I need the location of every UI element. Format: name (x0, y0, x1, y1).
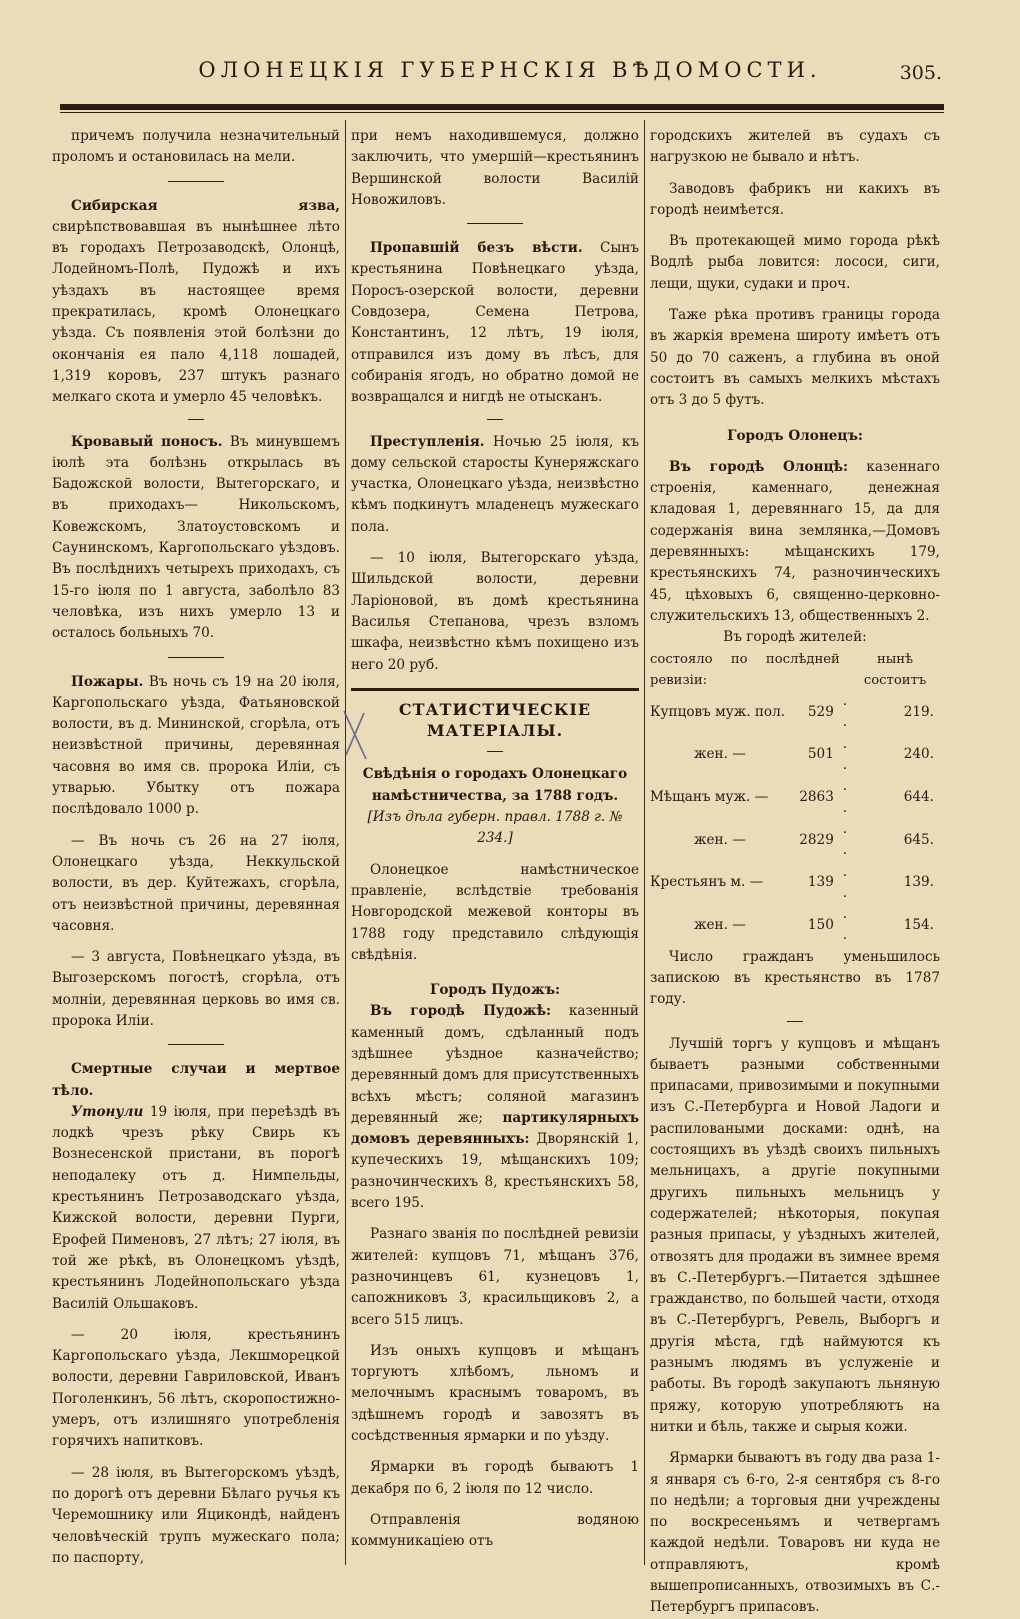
article-heading: Въ городѣ Олонцѣ: (669, 458, 849, 475)
separator (188, 419, 204, 420)
paragraph: Ярмарки въ городѣ бываютъ 1 декабря по 6, 2 іюля по 12 число. (351, 1459, 639, 1497)
paragraph: — Въ ночь съ 26 на 27 іюля, Олонецкаго уѣзда, Неккульской волости, въ дер. Куйтежахъ, сгорѣла, отъ неизвѣстной причины, деревянная часовня. (52, 832, 340, 934)
table-header-cell: нынѣ состоитъ (863, 651, 927, 688)
paragraph: Въ протекающей мимо города рѣкѣ Водлѣ рыба ловится: лососи, сиги, лещи, щуки, судаки и проч. (650, 233, 940, 292)
paragraph: при немъ находившемуся, должно заключить, что умершій—крестьянинъ Вершинской волости Василій Новожиловъ. (351, 128, 639, 208)
header-rule-thin (60, 112, 944, 113)
paragraph: Лучшій торгъ у купцовъ и мѣщанъ бываетъ разными собственными припасами, привозимыми и покупными изъ С.-Петербурга и Новой Ладоги и распиловаными досками: однѣ, на состоящихъ въ уѣздѣ своихъ пильныхъ мельницахъ, а другіе покупными другихъ пильныхъ мельницъ у содержателей; нѣкоторыя, покупая разныя припасы, у уѣздныхъ жителей, отвозятъ для продажи въ зимнее время въ С.-Петербургъ.—Питается здѣшнее гражданство, по большей части, отходя въ С.-Петербургъ, Ревель, Выборгъ и другія мѣста, гдѣ наймуются къ разнымъ людямъ въ услуженіе и работы. Въ городѣ закупаютъ льняную пряжу, которую употребляютъ на нитки и бѣль, также и сырыя кожи. (650, 1035, 940, 1435)
table-header-cell: состояло по послѣдней ревизіи: (650, 651, 840, 688)
paragraph: городскихъ жителей въ судахъ съ нагрузкою не бывало и нѣтъ. (650, 128, 940, 166)
table-row (650, 691, 940, 734)
table-row (650, 776, 940, 819)
paragraph: Число гражданъ уменьшилось запискою въ крестьянство въ 1787 году. (650, 948, 940, 1008)
paragraph (52, 196, 340, 409)
article-heading: Въ городѣ Пудожѣ: (370, 1003, 552, 1020)
paragraph (351, 1001, 639, 1214)
city-heading: Городъ Олонецъ: (727, 427, 863, 444)
table-cell: Мѣщанъ муж. — (650, 788, 769, 805)
table-cell: жен. — (694, 746, 746, 763)
article-text: 19 іюля, при переѣздѣ въ лодкѣ чрезъ рѣку Свирь къ Вознесенской пристани, въ порогѣ неподалеку отъ д. Нимпельды, крестьянинъ Петрозаводскаго уѣзда, Кижской волости, деревни Пурги, Ерофей Пименовъ, 27 лѣтъ; 27 іюля, въ той же рѣкѣ, въ Олонецкомъ уѣздѣ, крестьянинъ Лодейнопольскаго уѣзда Василій Ольшаковъ. (52, 1103, 340, 1312)
article-heading: Кровавый поносъ. (71, 433, 223, 450)
paragraph (52, 432, 340, 645)
source-reference: [Изъ дѣла губерн. правл. 1788 г. № 234.] (367, 809, 623, 847)
table-cell: Крестьянъ м. — (650, 874, 764, 891)
table-cell: . . (842, 778, 848, 816)
paragraph: Разнаго званія по послѣдней ревизіи жителей: купцовъ 71, мѣщанъ 376, разночинцевъ 61, кузнецовъ 1, сапожниковъ 3, красильщиковъ 2, а всего 515 лицъ. (351, 1226, 639, 1328)
separator (168, 657, 224, 658)
column-3 (650, 126, 940, 1619)
article-text: свирѣпствовавшая въ нынѣшнее лѣто въ городахъ Петрозаводскѣ, Олонцѣ, Лодейномъ-Полѣ, Пудожѣ и ихъ уѣздахъ въ настоящее время прекратилась, кромѣ Олонецкаго уѣзда. Съ появленія этой болѣзни до окончанія ея пало 4,118 лошадей, 1,319 коровъ, 237 штукъ разнаго мелкаго скота и умерло 45 человѣкъ. (52, 218, 340, 406)
separator (168, 1044, 224, 1045)
table-cell: 139. (903, 874, 934, 891)
table-cell: 154. (903, 916, 934, 933)
table-cell: жен. — (694, 831, 746, 848)
paragraph: Таже рѣка противъ границы города въ жаркія времена широту имѣетъ отъ 50 до 70 саженъ, а глубина въ оной состоитъ въ самыхъ мелкихъ мѣстахъ отъ 3 до 5 футъ. (650, 307, 940, 409)
table-cell: 150 (807, 916, 834, 933)
paragraph (52, 672, 340, 821)
table-cell: жен. — (694, 916, 746, 933)
section-title: СТАТИСТИЧЕСКІЕ МАТЕРІАЛЫ. (351, 688, 639, 742)
city-heading: Городъ Пудожъ: (429, 982, 561, 999)
table-cell: . . (842, 863, 848, 901)
page-header (0, 58, 1020, 98)
table-cell: 219. (903, 703, 934, 720)
article-heading: Пожары. (71, 673, 144, 690)
article-title: Свѣдѣнія о городахъ Олонецкаго намѣстничества, за 1788 годъ. (362, 766, 628, 804)
separator (168, 181, 224, 182)
table-row (650, 819, 940, 862)
separator (467, 223, 523, 224)
paragraph: Изъ оныхъ купцовъ и мѣщанъ торгуютъ хлѣбомъ, льномъ и мелочнымъ краснымъ товаромъ, въ здѣшнемъ городѣ и завозятъ въ сосѣдственныя ярмарки и по уѣзду. (351, 1342, 639, 1445)
table-cell: . . (842, 906, 848, 944)
article-text: Сынъ крестьянина Повѣнецкаго уѣзда, Поросъ-озерской волости, деревни Совдозера, Семена Петрова, Константинъ, 12 лѣтъ, 19 іюля, отправился изъ дому въ лѣсъ, для собиранія ягодъ, но обратно домой не возвращался и нигдѣ не отысканъ. (351, 240, 639, 406)
table-cell: 2829 (799, 831, 834, 848)
article-text: казеннаго строенія, каменнаго, денежная кладовая 1, деревяннаго 15, да для содержанія вина землянка,—Домовъ деревянныхъ: мѣщанскихъ 179, крестьянскихъ 74, разночинческихъ 45, цѣховыхъ 6, священно-церковно-служительскихъ 13, общественныхъ 2. (650, 458, 940, 624)
column-1 (52, 126, 340, 1569)
table-cell: . . (842, 820, 848, 859)
table-cell: 644. (903, 788, 934, 805)
separator (487, 419, 503, 420)
journal-title: ОЛОНЕЦКІЯ ГУБЕРНСКІЯ ВѢДОМОСТИ. (198, 58, 822, 82)
article-text: Въ минувшемъ іюлѣ эта болѣзнь открылась въ Бадожской волости, Вытегорскаго, и въ приходахъ— Никольскомъ, Ковежскомъ, Златоустовскомъ и Саунинскомъ, Каргопольскаго уѣздовъ. Въ послѣднихъ четырехъ приходахъ, съ 15-го іюля по 1 августа, заболѣло 83 человѣка, изъ нихъ умерло 13 и осталось больныхъ 70. (52, 433, 340, 642)
pencil-mark-icon (340, 705, 370, 765)
table-cell: 2863 (799, 788, 834, 805)
article-heading: Пропавшій безъ вѣсти. (370, 240, 583, 257)
column-2 (351, 126, 639, 1553)
page-number: 305. (899, 62, 942, 84)
article-heading: Сибирская язва, (71, 197, 340, 214)
population-table (650, 649, 940, 947)
table-cell: 240. (903, 746, 934, 763)
table-cell: 501 (807, 746, 834, 763)
table-row (650, 862, 940, 905)
table-caption: Въ городѣ жителей: (723, 629, 867, 646)
paragraph: — 28 іюля, въ Вытегорскомъ уѣздѣ, по дорогѣ отъ деревни Бѣлаго ручья къ Черемошнику или Яцикондѣ, найденъ человѣческій трупъ мужескаго пола; по паспорту, (52, 1464, 340, 1566)
article-heading: Смертные случаи и мертвое тѣло. (52, 1061, 340, 1099)
separator (787, 1021, 803, 1022)
article-text: Въ ночь съ 19 на 20 іюля, Каргопольскаго уѣзда, Фатьяновской волости, въ д. Мининской, сгорѣла, отъ неизвѣстной причины, деревянная часовня во имя св. пророка Иліи, съ утварью. Убытку отъ пожара послѣдовало 1000 р. (52, 673, 340, 818)
paragraph: — 20 іюля, крестьянинъ Каргопольскаго уѣзда, Лекшморецкой волости, деревни Гавриловской, Иванъ Поголенкинъ, 56 лѣтъ, скоропостижно-умеръ, отъ излишняго употребленія горячихъ напитковъ. (52, 1326, 340, 1450)
table-cell: 139 (807, 874, 834, 891)
table-row (650, 904, 940, 947)
paragraph (650, 457, 940, 627)
paragraph (52, 1102, 340, 1315)
paragraph: Олонецкое намѣстническое правленіе, вслѣдствіе требованія Новгородской межевой конторы въ 1788 году представило слѣдующія свѣдѣнія. (351, 861, 639, 963)
header-rule (60, 104, 944, 110)
table-cell: 645. (903, 831, 934, 848)
article-text: Ночью 25 іюля, къ дому сельской старосты Кунеряжскаго участка, Олонецкаго уѣзда, неизвѣстно кѣмъ подкинутъ младенецъ мужескаго пола. (351, 433, 639, 535)
paragraph: Заводовъ фабрикъ ни какихъ въ городѣ неимѣется. (650, 180, 940, 218)
column-divider (345, 120, 346, 1565)
column-divider (644, 120, 645, 1565)
paragraph: Ярмарки бываютъ въ году два раза 1-я января съ 6-го, 2-я сентября съ 8-го по недѣли; а торговыя дни учреждены по воскресеньямъ и четвергамъ каждой недѣли. Товаровъ ни куда не отправляютъ, кромѣ вышепрописанныхъ, отвозимыхъ въ С.-Петербургъ припасовъ. (650, 1450, 941, 1616)
paragraph: — 3 августа, Повѣнецкаго уѣзда, въ Выгозерскомъ погостѣ, сгорѣла, отъ молніи, деревянная церковь во имя св. пророка Иліи. (52, 949, 340, 1029)
table-cell: . . (842, 735, 848, 774)
table-cell: . . (842, 693, 848, 731)
paragraph (351, 238, 639, 408)
table-header-row (650, 649, 940, 692)
article-text: казенный каменный домъ, сдѣланный подъ здѣшнее уѣздное казначейство; деревянный домъ для присутственныхъ всѣхъ мѣстъ; соляной магазинъ деревянный же; (351, 1003, 639, 1126)
paragraph: Отправленія водяною коммуникаціею отъ (351, 1511, 639, 1550)
table-cell: 529 (807, 703, 834, 720)
table-cell: Купцовъ муж. пол. (650, 703, 786, 720)
paragraph (52, 1059, 340, 1102)
paragraph: причемъ получила незначительный проломъ и остановилась на мели. (52, 128, 340, 166)
table-row (650, 734, 940, 777)
paragraph (351, 432, 639, 538)
article-subheading: Утонули (71, 1103, 144, 1120)
separator (487, 751, 503, 752)
paragraph: — 10 іюля, Вытегорскаго уѣзда, Шильдской волости, деревни Ларіоновой, въ домѣ крестьянина Василья Степанова, чрезъ взломъ шкафа, неизвѣстно кѣмъ похищено изъ него 20 руб. (351, 550, 639, 673)
article-emphasis: партикулярныхъ домовъ деревянныхъ: (351, 1109, 639, 1148)
article-heading: Преступленія. (370, 433, 485, 450)
article-text: Дворянскій 1, купеческихъ 19, мѣщанскихъ 109; разночинческихъ 8, крестьянскихъ 58, всего 195. (351, 1131, 639, 1212)
table-header-cell (840, 649, 850, 692)
